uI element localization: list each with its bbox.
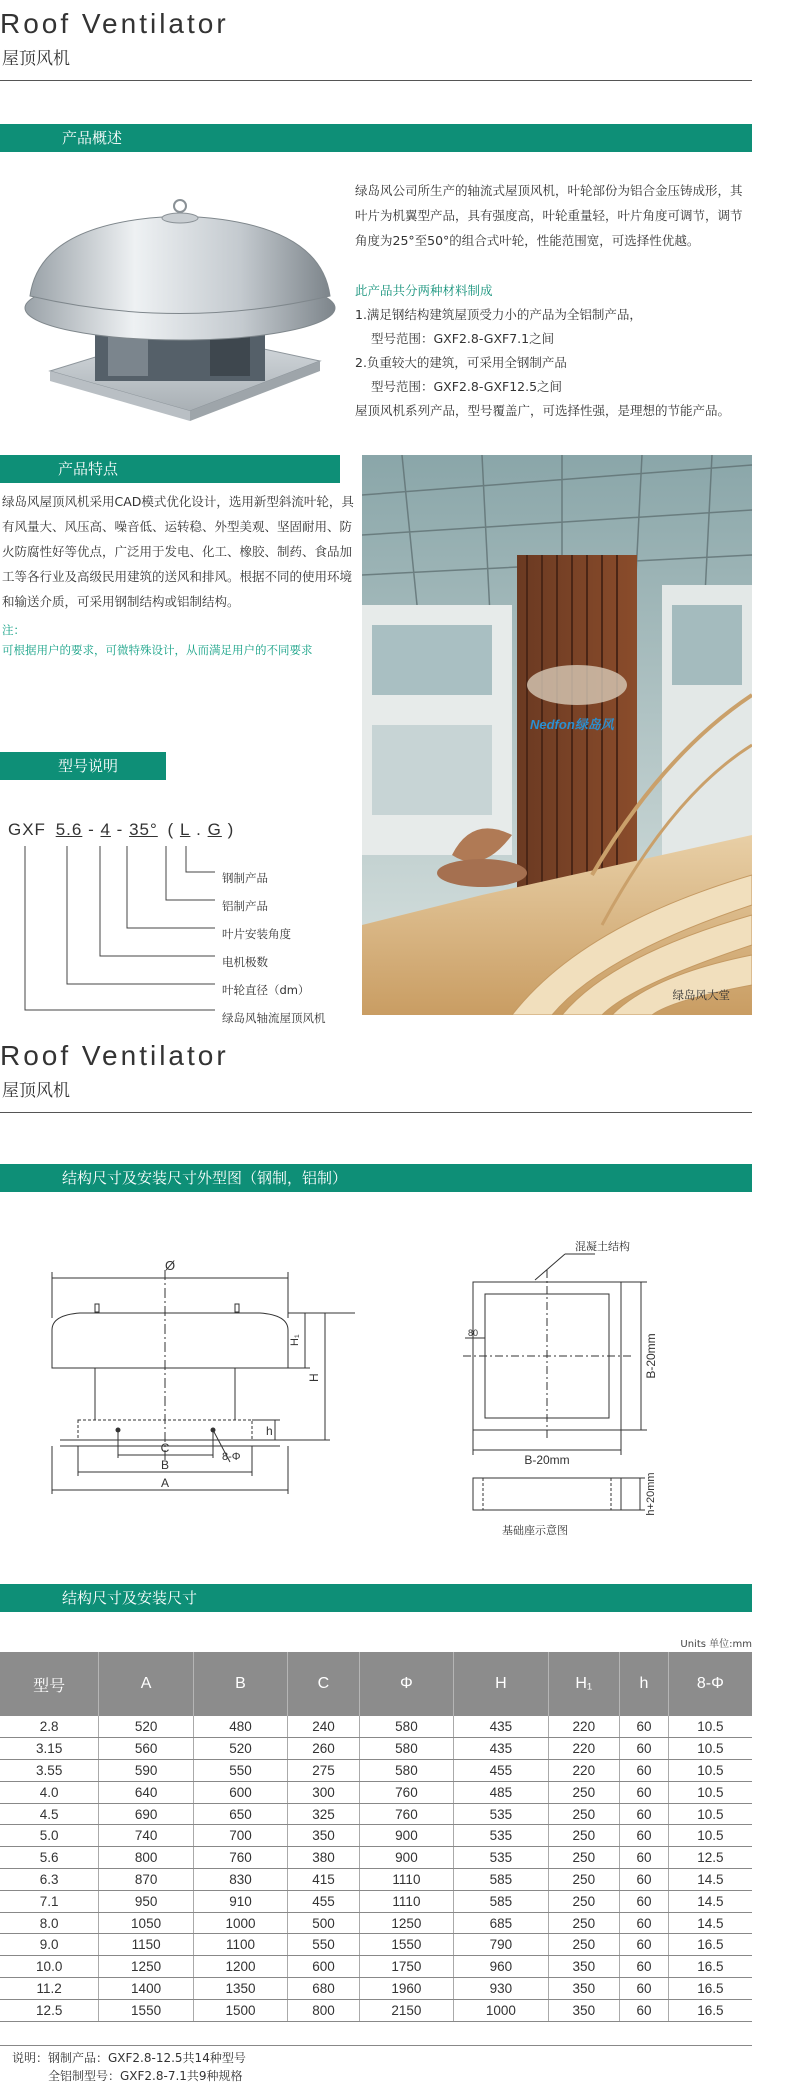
- table-cell: 220: [548, 1738, 620, 1760]
- table-cell: 60: [620, 1869, 669, 1891]
- table-cell: 830: [193, 1869, 287, 1891]
- table-cell: 760: [359, 1803, 453, 1825]
- table-cell: 60: [620, 1738, 669, 1760]
- table-cell: 800: [99, 1847, 193, 1869]
- table-cell: 350: [548, 1956, 620, 1978]
- table-cell: 600: [288, 1956, 360, 1978]
- table-cell: 16.5: [668, 1934, 752, 1956]
- table-cell-model: 4.0: [0, 1781, 99, 1803]
- page-title-en: Roof Ventilator: [0, 8, 229, 39]
- table-cell: 590: [99, 1760, 193, 1782]
- table-cell: 250: [548, 1781, 620, 1803]
- dimension-table-wrap: [0, 1652, 752, 2022]
- label-bolt: 8-Φ: [222, 1451, 241, 1463]
- note-text: 可根据用户的要求，可微特殊设计，从而满足用户的不同要求: [2, 643, 313, 657]
- table-cell: 10.5: [668, 1760, 752, 1782]
- table-cell: 870: [99, 1869, 193, 1891]
- section-bar-dimensions: [0, 1584, 752, 1612]
- table-row: [0, 1912, 752, 1934]
- units-label: Units 单位:mm: [680, 1639, 752, 1650]
- table-cell: 685: [454, 1912, 548, 1934]
- model-code-paren-open: (: [167, 820, 175, 839]
- table-cell: 1960: [359, 1978, 453, 2000]
- table-cell: 10.5: [668, 1825, 752, 1847]
- table-cell: 10.5: [668, 1781, 752, 1803]
- col-header: 型号: [0, 1652, 99, 1716]
- table-cell: 16.5: [668, 1978, 752, 2000]
- table-cell: 535: [454, 1825, 548, 1847]
- table-cell: 435: [454, 1716, 548, 1738]
- legend-impeller-diameter: 叶轮直径（dm）: [222, 983, 310, 997]
- table-cell: 760: [193, 1847, 287, 1869]
- table-cell: 250: [548, 1847, 620, 1869]
- table-note-1: 说明：钢制产品：GXF2.8-12.5共14种型号: [12, 2051, 246, 2065]
- table-cell: 60: [620, 1716, 669, 1738]
- label-h1: H₁: [289, 1334, 301, 1346]
- model-code-dash2: -: [116, 820, 124, 839]
- table-cell: 1000: [454, 1999, 548, 2021]
- table-cell: 1110: [359, 1869, 453, 1891]
- table-cell: 700: [193, 1825, 287, 1847]
- table-cell: 350: [548, 1999, 620, 2021]
- table-cell: 250: [548, 1869, 620, 1891]
- material-1-range: 型号范围：GXF2.8-GXF7.1之间: [371, 331, 555, 346]
- table-cell: 960: [454, 1956, 548, 1978]
- lobby-sign: Nedfon绿岛风: [530, 717, 614, 732]
- table-cell: 580: [359, 1738, 453, 1760]
- table-cell-model: 12.5: [0, 1999, 99, 2021]
- page-title-cn: 屋顶风机: [2, 49, 70, 69]
- table-cell: 790: [454, 1934, 548, 1956]
- page2-title-cn: 屋顶风机: [2, 1081, 70, 1101]
- table-cell: 740: [99, 1825, 193, 1847]
- col-header: C: [288, 1652, 360, 1716]
- model-code-dot: .: [196, 820, 202, 839]
- table-cell: 14.5: [668, 1912, 752, 1934]
- material-2-range: 型号范围：GXF2.8-GXF12.5之间: [371, 379, 563, 394]
- table-cell: 10.5: [668, 1738, 752, 1760]
- section-title-overview: 产品概述: [0, 124, 752, 152]
- table-note-2: 全铝制型号：GXF2.8-7.1共9种规格: [48, 2069, 243, 2083]
- materials-heading: 此产品共分两种材料制成: [355, 283, 493, 298]
- table-cell: 535: [454, 1847, 548, 1869]
- table-row: [0, 1781, 752, 1803]
- table-cell: 60: [620, 1912, 669, 1934]
- table-cell: 1250: [359, 1912, 453, 1934]
- section-bar-drawing: [0, 1164, 752, 1192]
- table-cell: 1250: [99, 1956, 193, 1978]
- table-cell: 220: [548, 1716, 620, 1738]
- series-text: 屋顶风机系列产品，型号覆盖广，可选择性强，是理想的节能产品。: [355, 403, 731, 418]
- section-bar-stripe: [0, 1609, 752, 1612]
- table-cell: 380: [288, 1847, 360, 1869]
- table-row: [0, 1738, 752, 1760]
- table-cell: 10.5: [668, 1803, 752, 1825]
- legend-blade-angle: 叶片安装角度: [222, 927, 291, 941]
- table-cell: 1050: [99, 1912, 193, 1934]
- label-b: B: [160, 1458, 170, 1472]
- table-cell: 240: [288, 1716, 360, 1738]
- note-label: 注：: [2, 623, 25, 637]
- table-cell: 580: [359, 1760, 453, 1782]
- table-cell: 250: [548, 1825, 620, 1847]
- table-cell: 14.5: [668, 1890, 752, 1912]
- col-header: A: [99, 1652, 193, 1716]
- table-cell: 60: [620, 1890, 669, 1912]
- legend-aluminum: 铝制产品: [222, 899, 268, 913]
- title-rule: [0, 80, 752, 81]
- table-bottom-rule: [0, 2045, 752, 2046]
- table-cell: 910: [193, 1890, 287, 1912]
- section-bar-overview: [0, 124, 752, 152]
- table-cell: 535: [454, 1803, 548, 1825]
- model-code-l: L: [179, 820, 191, 839]
- foundation-drawing: [455, 1240, 685, 1540]
- table-row: [0, 1825, 752, 1847]
- table-cell: 600: [193, 1781, 287, 1803]
- table-cell: 1350: [193, 1978, 287, 2000]
- fan-dimension-drawing: [50, 1250, 370, 1530]
- lobby-photo: [362, 455, 752, 1015]
- table-cell: 10.5: [668, 1716, 752, 1738]
- table-body: [0, 1716, 752, 2021]
- table-cell: 60: [620, 1934, 669, 1956]
- material-2: 2.负重较大的建筑，可采用全钢制产品: [355, 355, 567, 370]
- table-cell: 585: [454, 1890, 548, 1912]
- table-cell: 250: [548, 1803, 620, 1825]
- table-cell: 60: [620, 1999, 669, 2021]
- model-code-dash1: -: [88, 820, 95, 839]
- table-cell: 1100: [193, 1934, 287, 1956]
- legend-motor-poles: 电机极数: [222, 955, 268, 969]
- table-cell: 640: [99, 1781, 193, 1803]
- table-cell: 435: [454, 1738, 548, 1760]
- table-row: [0, 1890, 752, 1912]
- table-row: [0, 1803, 752, 1825]
- table-cell-model: 4.5: [0, 1803, 99, 1825]
- table-cell-model: 3.15: [0, 1738, 99, 1760]
- section-title-drawing: 结构尺寸及安装尺寸外型图（钢制，铝制）: [0, 1164, 752, 1192]
- page2-title-rule: [0, 1112, 752, 1113]
- label-h: H: [307, 1373, 321, 1382]
- material-1: 1.满足钢结构建筑屋顶受力小的产品为全铝制产品，: [355, 307, 642, 322]
- table-cell-model: 6.3: [0, 1869, 99, 1891]
- table-cell: 16.5: [668, 1999, 752, 2021]
- table-cell: 1400: [99, 1978, 193, 2000]
- legend-product-series: 绿岛风轴流屋顶风机: [222, 1011, 326, 1025]
- table-cell: 2150: [359, 1999, 453, 2021]
- table-cell-model: 9.0: [0, 1934, 99, 1956]
- table-cell-model: 2.8: [0, 1716, 99, 1738]
- table-cell: 560: [99, 1738, 193, 1760]
- table-cell: 930: [454, 1978, 548, 2000]
- product-photo-roof-fan: [20, 196, 350, 436]
- page2-title-en: Roof Ventilator: [0, 1040, 229, 1071]
- table-cell: 415: [288, 1869, 360, 1891]
- table-row: [0, 1978, 752, 2000]
- table-row: [0, 1760, 752, 1782]
- section-title-model: 型号说明: [0, 752, 166, 780]
- table-cell: 550: [288, 1934, 360, 1956]
- table-cell: 60: [620, 1847, 669, 1869]
- table-cell: 300: [288, 1781, 360, 1803]
- label-80: 80: [468, 1328, 479, 1338]
- table-cell-model: 5.6: [0, 1847, 99, 1869]
- features-text: 绿岛风屋顶风机采用CAD模式优化设计，选用新型斜流叶轮，具有风量大、风压高、噪音低、运转稳、外型美观、坚固耐用、防火防腐性好等优点，广泛用于发电、化工、橡胶、制药、食品加工等各行业及高级民用建筑的送风和排风。根据不同的使用环境和输送介质，可采用钢制结构或铝制结构。: [2, 494, 354, 609]
- table-cell: 950: [99, 1890, 193, 1912]
- model-code-prefix: GXF: [8, 820, 46, 839]
- label-b-20-width: B-20mm: [524, 1453, 570, 1467]
- table-cell: 550: [193, 1760, 287, 1782]
- table-row: [0, 1716, 752, 1738]
- label-phi: Ø: [164, 1258, 176, 1273]
- table-row: [0, 1847, 752, 1869]
- table-cell: 1200: [193, 1956, 287, 1978]
- table-cell: 60: [620, 1978, 669, 2000]
- table-row: [0, 1869, 752, 1891]
- table-cell-model: 5.0: [0, 1825, 99, 1847]
- section-bar-stripe: [0, 149, 752, 152]
- lobby-caption: 绿岛风大堂: [672, 988, 730, 1002]
- label-a: A: [160, 1476, 170, 1490]
- table-cell: 680: [288, 1978, 360, 2000]
- table-cell: 325: [288, 1803, 360, 1825]
- table-row: [0, 1934, 752, 1956]
- table-cell: 1750: [359, 1956, 453, 1978]
- table-cell-model: 10.0: [0, 1956, 99, 1978]
- label-c: C: [160, 1441, 170, 1455]
- section-bar-model: [0, 752, 345, 780]
- table-cell: 480: [193, 1716, 287, 1738]
- table-cell: 690: [99, 1803, 193, 1825]
- table-row: [0, 1999, 752, 2021]
- table-cell: 1550: [359, 1934, 453, 1956]
- model-legend: [222, 864, 326, 1032]
- model-code-g: G: [207, 820, 222, 839]
- table-cell: 12.5: [668, 1847, 752, 1869]
- section-title-dimensions: 结构尺寸及安装尺寸: [0, 1584, 752, 1612]
- table-cell: 455: [454, 1760, 548, 1782]
- col-header: 8-Φ: [668, 1652, 752, 1716]
- table-cell: 350: [288, 1825, 360, 1847]
- table-cell: 250: [548, 1934, 620, 1956]
- col-header: Φ: [359, 1652, 453, 1716]
- table-cell: 60: [620, 1956, 669, 1978]
- table-cell: 260: [288, 1738, 360, 1760]
- section-bar-stripe: [0, 1189, 752, 1192]
- table-cell-model: 11.2: [0, 1978, 99, 2000]
- table-cell: 760: [359, 1781, 453, 1803]
- table-cell: 250: [548, 1890, 620, 1912]
- model-code-angle: 35°: [129, 820, 158, 839]
- table-cell-model: 3.55: [0, 1760, 99, 1782]
- table-cell: 500: [288, 1912, 360, 1934]
- table-cell: 580: [359, 1716, 453, 1738]
- table-cell: 220: [548, 1760, 620, 1782]
- col-header: H: [454, 1652, 548, 1716]
- model-code-size: 5.6: [55, 820, 83, 839]
- table-row: [0, 1956, 752, 1978]
- base-caption: 基础座示意图: [502, 1525, 568, 1537]
- label-h-small: h: [266, 1424, 273, 1438]
- legend-steel: 钢制产品: [222, 871, 268, 885]
- table-cell: 60: [620, 1781, 669, 1803]
- model-code-poles: 4: [100, 820, 111, 839]
- table-cell: 1000: [193, 1912, 287, 1934]
- table-cell: 1150: [99, 1934, 193, 1956]
- model-code-paren-close: ): [227, 820, 235, 839]
- table-cell: 1550: [99, 1999, 193, 2021]
- overview-text: 绿岛风公司所生产的轴流式屋顶风机，叶轮部份为铝合金压铸成形，其叶片为机翼型产品，具有强度高，叶轮重量轻，叶片角度可调节，调节角度为25°至50°的组合式叶轮，性能范围宽，可选择性优越。: [355, 183, 743, 248]
- label-concrete: 混凝土结构: [575, 1241, 630, 1253]
- model-code: [8, 820, 234, 840]
- section-title-features: 产品特点: [0, 455, 340, 483]
- table-cell: 60: [620, 1760, 669, 1782]
- table-cell-model: 7.1: [0, 1890, 99, 1912]
- col-header: h: [620, 1652, 669, 1716]
- table-cell: 900: [359, 1825, 453, 1847]
- label-b-20-height: B-20mm: [644, 1333, 658, 1379]
- table-cell: 60: [620, 1803, 669, 1825]
- table-cell: 585: [454, 1869, 548, 1891]
- table-cell: 1500: [193, 1999, 287, 2021]
- table-cell: 14.5: [668, 1869, 752, 1891]
- table-cell: 275: [288, 1760, 360, 1782]
- section-bar-features: [0, 455, 345, 483]
- table-cell: 1110: [359, 1890, 453, 1912]
- table-cell: 250: [548, 1912, 620, 1934]
- col-header: B: [193, 1652, 287, 1716]
- label-h-plus-20: h+20mm: [645, 1472, 657, 1516]
- table-cell: 455: [288, 1890, 360, 1912]
- table-cell: 485: [454, 1781, 548, 1803]
- table-cell: 16.5: [668, 1956, 752, 1978]
- table-cell: 800: [288, 1999, 360, 2021]
- table-cell: 900: [359, 1847, 453, 1869]
- table-cell: 650: [193, 1803, 287, 1825]
- table-cell: 520: [99, 1716, 193, 1738]
- col-header: H₁: [548, 1652, 620, 1716]
- table-cell: 60: [620, 1825, 669, 1847]
- table-cell: 520: [193, 1738, 287, 1760]
- table-header-row: [0, 1652, 752, 1716]
- dimension-table: [0, 1652, 752, 2022]
- table-cell: 350: [548, 1978, 620, 2000]
- table-cell-model: 8.0: [0, 1912, 99, 1934]
